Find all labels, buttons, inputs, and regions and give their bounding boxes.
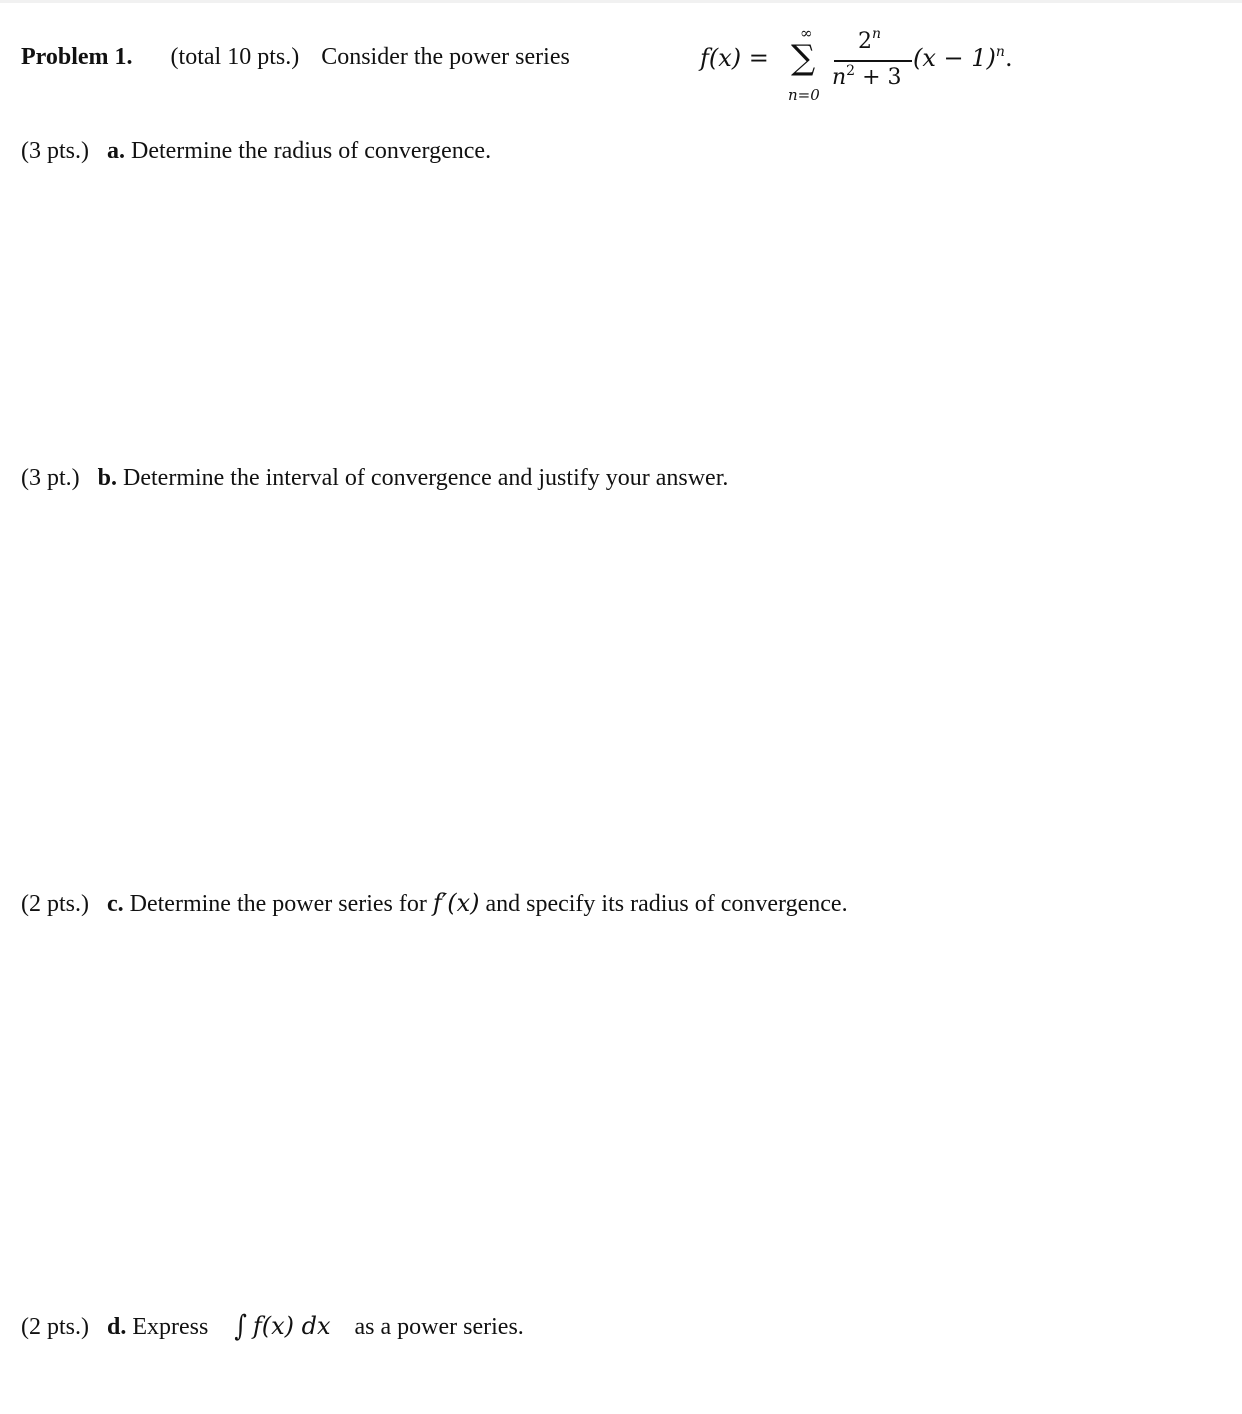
part-c-label: c. <box>107 891 124 917</box>
part-d-label: d. <box>107 1314 127 1340</box>
numerator-exponent: n <box>872 26 882 42</box>
sum-upper-limit: ∞ <box>800 24 813 42</box>
problem-points: (total 10 pts.) <box>170 44 300 70</box>
part-d-points: (2 pts.) <box>21 1314 89 1340</box>
problem-statement <box>21 44 570 71</box>
top-divider <box>0 0 1242 3</box>
part-c-math: f′(x) <box>432 889 480 917</box>
denominator-exponent: 2 <box>846 63 856 79</box>
numerator-base: 2 <box>858 29 872 54</box>
part-b-text: Determine the interval of convergence and justify your answer. <box>123 465 729 491</box>
problem-text: Consider the power series <box>321 44 570 70</box>
sigma-symbol: ∑ <box>791 38 816 78</box>
fraction-bar <box>834 60 912 62</box>
function-label: f(x) = <box>700 44 769 72</box>
problem-label: Problem 1. <box>21 44 133 70</box>
part-d-text-before: Express <box>132 1314 209 1340</box>
integral-symbol: ∫ <box>234 1309 247 1343</box>
statement-end: . <box>1004 44 1013 72</box>
part-d-math: f(x) dx <box>252 1312 331 1340</box>
fraction-denominator <box>832 63 902 90</box>
part-b <box>21 465 728 492</box>
factor-exponent: n <box>995 44 1005 60</box>
series-factor <box>913 44 1013 72</box>
factor-term: (x − 1) <box>913 44 996 72</box>
part-a-text: Determine the radius of convergence. <box>131 138 492 164</box>
part-b-points: (3 pt.) <box>21 465 80 491</box>
part-b-label: b. <box>97 465 118 491</box>
part-a <box>21 138 491 165</box>
fraction-numerator <box>858 26 881 54</box>
part-a-points: (3 pts.) <box>21 138 89 164</box>
sum-lower-limit: n=0 <box>788 86 820 104</box>
part-c-text-before: Determine the power series for <box>129 891 427 917</box>
part-a-label: a. <box>107 138 125 164</box>
function-name <box>700 44 769 72</box>
part-d <box>21 1309 524 1343</box>
part-c-points: (2 pts.) <box>21 891 89 917</box>
denominator-rest: + 3 <box>855 65 902 90</box>
part-d-text-after: as a power series. <box>354 1314 524 1340</box>
fraction <box>832 26 912 96</box>
summation <box>786 24 826 104</box>
part-c <box>21 889 848 918</box>
denominator-base: n <box>832 65 847 90</box>
part-c-text-after: and specify its radius of convergence. <box>485 891 848 917</box>
